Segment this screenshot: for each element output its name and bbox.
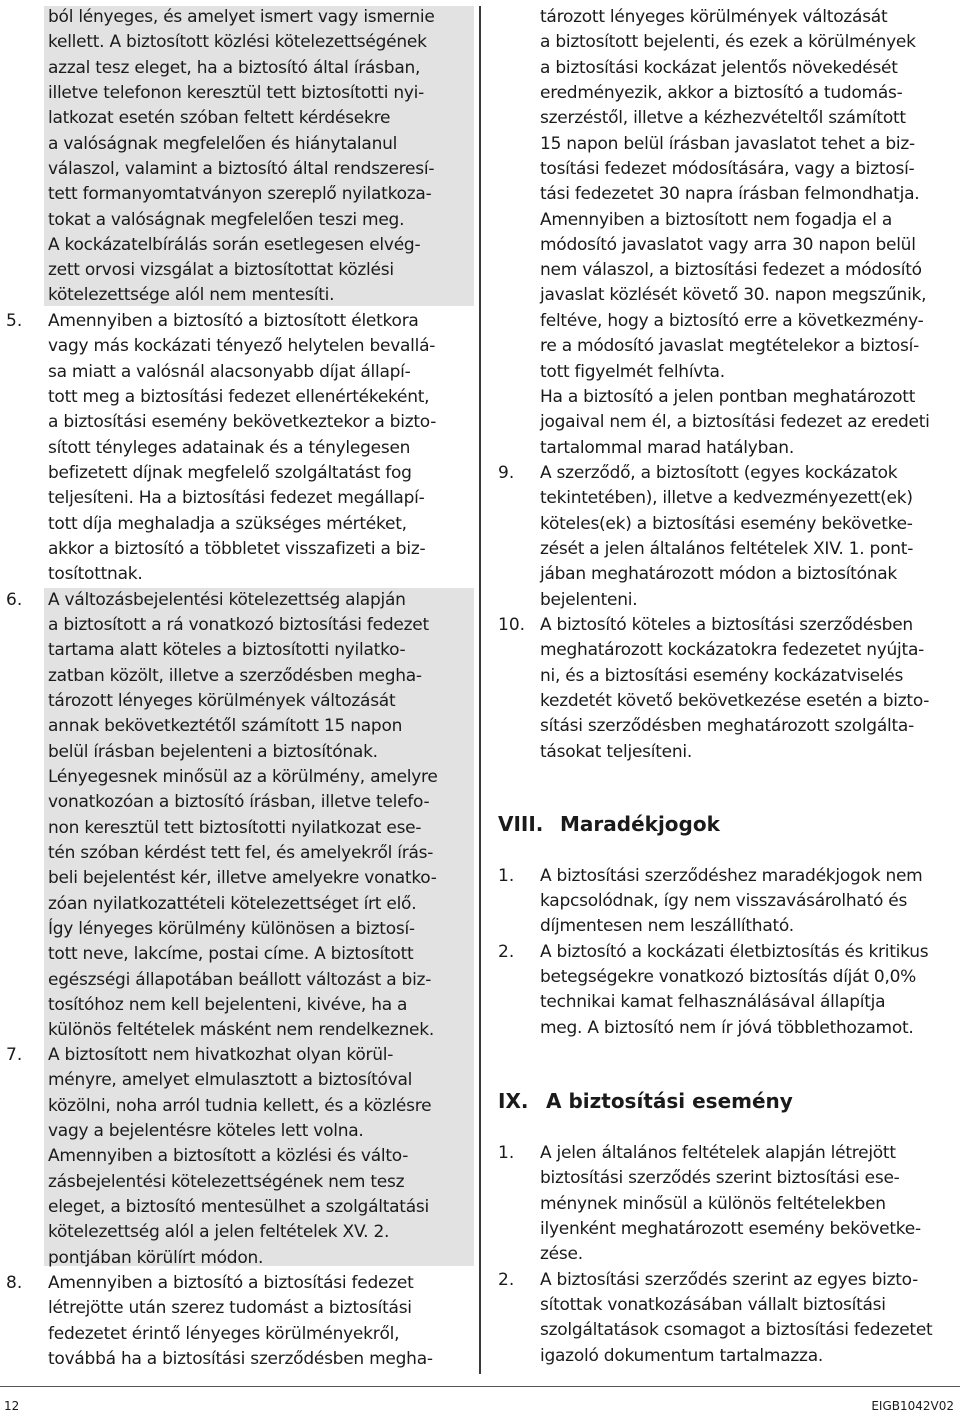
section-title: A biztosítási esemény bbox=[546, 1089, 793, 1113]
text-line: vagy a bejelentésre köteles lett volna. bbox=[48, 1121, 364, 1141]
text-line: A változásbejelentési kötelezettség alapján bbox=[48, 590, 406, 610]
text-line: tározott lényeges körülmények változását bbox=[48, 691, 396, 711]
text-line: tott figyelmét felhívta. bbox=[540, 362, 725, 382]
text-line: A biztosítási szerződés szerint az egyes bizto- bbox=[540, 1270, 919, 1290]
text-line: ményre, amelyet elmulasztott a biztosítóval bbox=[48, 1070, 413, 1090]
section-numeral: IX. bbox=[498, 1089, 529, 1113]
text-line: tásokat teljesíteni. bbox=[540, 742, 693, 762]
text-line: A biztosítási szerződéshez maradékjogok nem bbox=[540, 866, 923, 886]
text-line: továbbá ha a biztosítási szerződésben megha- bbox=[48, 1349, 433, 1369]
text-line: Ha a biztosító a jelen pontban meghatározott bbox=[540, 387, 916, 407]
text-line: a valóságnak megfelelően és hiánytalanul bbox=[48, 134, 398, 154]
text-line: bejelenteni. bbox=[540, 590, 638, 610]
text-line: tén szóban kérdést tett fel, és amelyekről írás- bbox=[48, 843, 434, 863]
text-line: javaslat közlését követő 30. napon megszűnik, bbox=[540, 285, 927, 305]
text-line: azzal tesz eleget, ha a biztosító által írásban, bbox=[48, 58, 421, 78]
text-line: tosítóhoz nem kell bejelenteni, kivéve, ha a bbox=[48, 995, 408, 1015]
text-line: díjmentesen nem leszállítható. bbox=[540, 916, 794, 936]
item-number: 2. bbox=[498, 1270, 515, 1290]
text-line: feltéve, hogy a biztosító erre a következmény- bbox=[540, 311, 924, 331]
section-numeral: VIII. bbox=[498, 812, 544, 836]
text-line: Amennyiben a biztosított nem fogadja el a bbox=[540, 210, 892, 230]
item-number: 5. bbox=[6, 311, 23, 331]
text-line: A jelen általános feltételek alapján létrejött bbox=[540, 1143, 896, 1163]
text-line: technikai kamat felhasználásával állapítja bbox=[540, 992, 886, 1012]
text-line: illetve telefonon keresztül tett biztosítotti nyi- bbox=[48, 83, 425, 103]
text-line: A biztosító a kockázati életbiztosítás és kritikus bbox=[540, 942, 929, 962]
item-number: 1. bbox=[498, 1143, 515, 1163]
text-line: tási fedezetet 30 napra írásban felmondhatja. bbox=[540, 184, 920, 204]
item-number: 8. bbox=[6, 1273, 23, 1293]
text-line: tett formanyomtatványon szereplő nyilatkoza- bbox=[48, 184, 432, 204]
text-line: ni, és a biztosítási esemény kockázatviselés bbox=[540, 666, 904, 686]
text-line: különös feltételek másként nem rendelkeznek. bbox=[48, 1020, 435, 1040]
text-line: A kockázatelbírálás során esetlegesen elvég- bbox=[48, 235, 421, 255]
text-line: tott díja meghaladja a szükséges mértéket, bbox=[48, 514, 407, 534]
text-line: biztosítási szerződés szerint biztosítási ese- bbox=[540, 1168, 900, 1188]
text-line: Amennyiben a biztosító a biztosított életkora bbox=[48, 311, 419, 331]
page-number: 12 bbox=[4, 1399, 20, 1413]
text-line: A szerződő, a biztosított (egyes kockázatok bbox=[540, 463, 898, 483]
text-line: ból lényeges, és amelyet ismert vagy ismernie bbox=[48, 7, 435, 27]
text-line: tározott lényeges körülmények változását bbox=[540, 7, 888, 27]
text-line: zatban közölt, illetve a szerződésben megha- bbox=[48, 666, 422, 686]
text-line: befizetett díjnak megfelelő szolgáltatást fog bbox=[48, 463, 412, 483]
item-number: 10. bbox=[498, 615, 526, 635]
text-line: A biztosított nem hivatkozhat olyan körül- bbox=[48, 1045, 394, 1065]
text-line: tosítottnak. bbox=[48, 564, 143, 584]
text-line: köteles(ek) a biztosítási esemény bekövetke- bbox=[540, 514, 913, 534]
text-line: teljesíteni. Ha a biztosítási fedezet megállapí- bbox=[48, 488, 425, 508]
text-line: tekintetében), illetve a kedvezményezett(ek) bbox=[540, 488, 913, 508]
text-line: kellett. A biztosított közlési kötelezettségének bbox=[48, 32, 427, 52]
text-line: szerzéstől, illetve a kézhezvételtől számított bbox=[540, 108, 906, 128]
text-line: kötelezettség alól a jelen feltételek XV. 2. bbox=[48, 1222, 390, 1242]
item-number: 7. bbox=[6, 1045, 23, 1065]
text-line: módosító javaslatot vagy arra 30 napon belül bbox=[540, 235, 916, 255]
text-line: betegségekre vonatkozó biztosítás díját 0,0% bbox=[540, 967, 917, 987]
text-line: tosítási fedezet módosítására, vagy a biztosí- bbox=[540, 159, 915, 179]
column-divider bbox=[479, 6, 481, 1374]
text-line: sa miatt a valósnál alacsonyabb díjat állapí- bbox=[48, 362, 411, 382]
text-line: akkor a biztosító a többletet visszafizeti a biz- bbox=[48, 539, 426, 559]
text-line: zett orvosi vizsgálat a biztosítottat közlési bbox=[48, 260, 394, 280]
text-line: fedezetet érintő lényeges körülményekről, bbox=[48, 1324, 400, 1344]
text-line: eleget, a biztosító mentesülhet a szolgáltatási bbox=[48, 1197, 429, 1217]
document-code: EIGB1042V02 bbox=[871, 1399, 954, 1413]
text-line: Amennyiben a biztosított a közlési és válto- bbox=[48, 1146, 409, 1166]
item-number: 9. bbox=[498, 463, 515, 483]
text-line: sítási szerződésben meghatározott szolgálta- bbox=[540, 716, 914, 736]
text-line: tokat a valóságnak megfelelően teszi meg. bbox=[48, 210, 405, 230]
text-line: re a módosító javaslat megtételekor a biztosí- bbox=[540, 336, 920, 356]
text-line: közölni, noha arról tudnia kellett, és a közlésre bbox=[48, 1096, 432, 1116]
text-line: meghatározott kockázatokra fedezetet nyújta- bbox=[540, 640, 924, 660]
text-line: beli bejelentést kér, illetve amelyekre vonatko- bbox=[48, 868, 437, 888]
text-line: zését a jelen általános feltételek XIV. 1. pont- bbox=[540, 539, 914, 559]
text-line: non keresztül tett biztosítotti nyilatkozat ese- bbox=[48, 818, 422, 838]
text-line: tartalommal marad hatályban. bbox=[540, 438, 794, 458]
section-title: Maradékjogok bbox=[560, 812, 720, 836]
text-line: 15 napon belül írásban javaslatot tehet a biz- bbox=[540, 134, 915, 154]
text-line: tott meg a biztosítási fedezet ellenértékeként, bbox=[48, 387, 430, 407]
text-line: a biztosítási esemény bekövetkeztekor a bizto- bbox=[48, 412, 437, 432]
text-line: tartama alatt köteles a biztosítotti nyilatko- bbox=[48, 640, 406, 660]
text-line: belül írásban bejelenteni a biztosítónak. bbox=[48, 742, 378, 762]
text-line: meg. A biztosító nem ír jóvá többlethozamot. bbox=[540, 1018, 914, 1038]
item-number: 1. bbox=[498, 866, 515, 886]
text-line: vonatkozóan a biztosító írásban, illetve telefo- bbox=[48, 792, 430, 812]
text-line: latkozat esetén szóban feltett kérdésekre bbox=[48, 108, 391, 128]
text-line: vagy más kockázati tényező helytelen bevallá- bbox=[48, 336, 436, 356]
text-line: eredményezik, akkor a biztosító a tudomás- bbox=[540, 83, 903, 103]
text-line: jában meghatározott módon a biztosítónak bbox=[540, 564, 898, 584]
text-line: ilyenként meghatározott esemény bekövetke- bbox=[540, 1219, 921, 1239]
text-line: sítottak vonatkozásában vállalt biztosítási bbox=[540, 1295, 886, 1315]
text-line: nem válaszol, a biztosítási fedezet a módosító bbox=[540, 260, 922, 280]
text-line: zásbejelentési kötelezettségének nem tesz bbox=[48, 1172, 405, 1192]
text-line: kezdetét követő bekövetkezése esetén a bizto- bbox=[540, 691, 930, 711]
text-line: jogaival nem él, a biztosítási fedezet az eredeti bbox=[540, 412, 930, 432]
text-line: kapcsolódnak, így nem visszavásárolható és bbox=[540, 891, 908, 911]
text-line: zése. bbox=[540, 1244, 583, 1264]
footer-divider bbox=[0, 1386, 960, 1387]
text-line: szolgáltatások csomagot a biztosítási fedezetet bbox=[540, 1320, 933, 1340]
item-number: 6. bbox=[6, 590, 23, 610]
text-line: létrejötte után szerez tudomást a biztosítási bbox=[48, 1298, 412, 1318]
text-line: Így lényeges körülmény különösen a biztosí- bbox=[48, 919, 415, 939]
text-line: kötelezettsége alól nem mentesíti. bbox=[48, 285, 335, 305]
text-line: zóan nyilatkozattételi kötelezettséget írt elő. bbox=[48, 894, 417, 914]
text-line: válaszol, valamint a biztosító által rendszeresí- bbox=[48, 159, 435, 179]
text-line: A biztosító köteles a biztosítási szerződésben bbox=[540, 615, 913, 635]
text-line: tott neve, lakcíme, postai címe. A biztosított bbox=[48, 944, 414, 964]
text-line: ménynek minősül a különös feltételekben bbox=[540, 1194, 886, 1214]
text-line: Lényegesnek minősül az a körülmény, amelyre bbox=[48, 767, 438, 787]
text-line: sított tényleges adatainak és a ténylegesen bbox=[48, 438, 411, 458]
text-line: a biztosított bejelenti, és ezek a körülmények bbox=[540, 32, 916, 52]
item-number: 2. bbox=[498, 942, 515, 962]
text-line: a biztosítási kockázat jelentős növekedését bbox=[540, 58, 898, 78]
text-line: a biztosított a rá vonatkozó biztosítási fedezet bbox=[48, 615, 429, 635]
text-line: egészségi állapotában beállott változást a biz- bbox=[48, 970, 432, 990]
text-line: annak bekövetkeztétől számított 15 napon bbox=[48, 716, 403, 736]
text-line: Amennyiben a biztosító a biztosítási fedezet bbox=[48, 1273, 414, 1293]
text-line: igazoló dokumentum tartalmazza. bbox=[540, 1346, 824, 1366]
text-line: pontjában körülírt módon. bbox=[48, 1248, 264, 1268]
